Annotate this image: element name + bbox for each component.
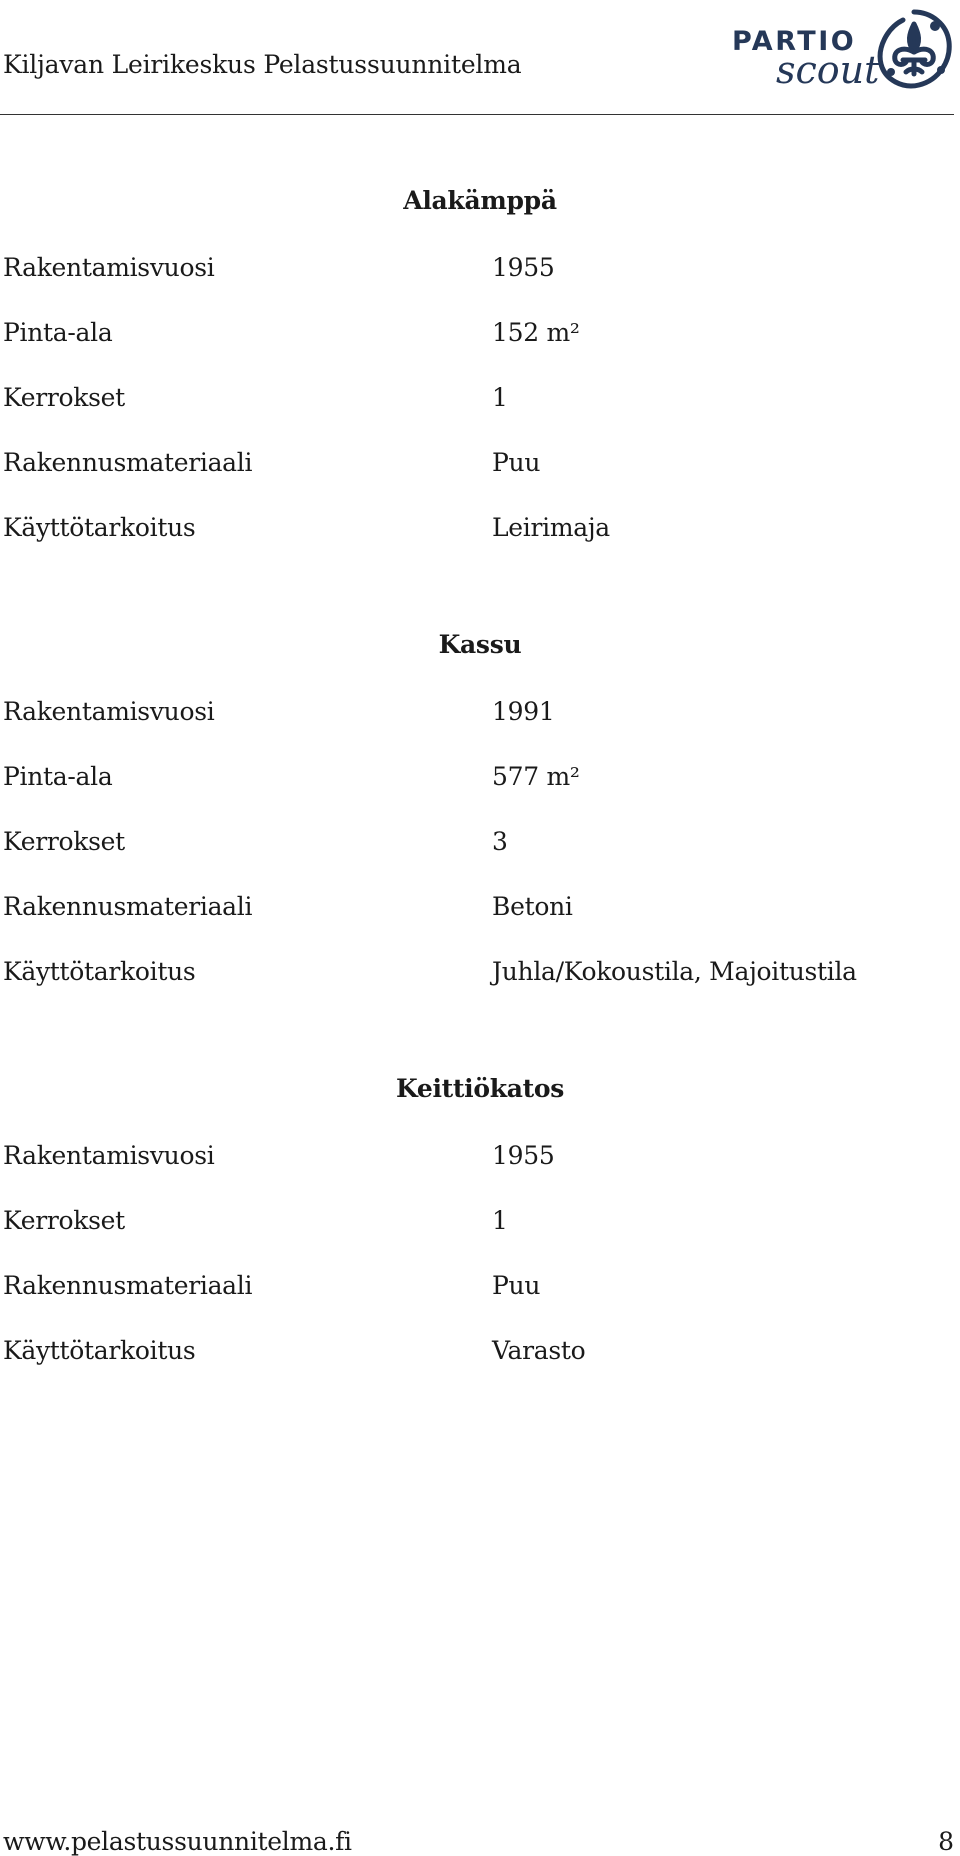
row-label: Rakennusmateriaali bbox=[3, 892, 253, 921]
row-label: Pinta-ala bbox=[3, 762, 113, 791]
row-value: 1991 bbox=[492, 697, 555, 726]
logo-text-scout: scout bbox=[776, 48, 880, 92]
info-row bbox=[0, 1206, 960, 1246]
row-value: 1955 bbox=[492, 1141, 555, 1170]
row-value: 152 m² bbox=[492, 318, 580, 347]
document-title: Kiljavan Leirikeskus Pelastussuunnitelma bbox=[3, 50, 522, 79]
info-row bbox=[0, 1141, 960, 1181]
row-label: Rakennusmateriaali bbox=[3, 448, 253, 477]
row-label: Käyttötarkoitus bbox=[3, 957, 196, 986]
info-row bbox=[0, 383, 960, 423]
row-value: Puu bbox=[492, 1271, 541, 1300]
row-value: 1955 bbox=[492, 253, 555, 282]
info-row bbox=[0, 1271, 960, 1311]
row-value: 1 bbox=[492, 383, 508, 412]
page-number: 8 bbox=[938, 1827, 954, 1856]
section-title: Kassu bbox=[438, 630, 522, 659]
page-header bbox=[0, 0, 954, 115]
row-value: Leirimaja bbox=[492, 513, 610, 542]
footer-website-link[interactable]: www.pelastussuunnitelma.fi bbox=[3, 1827, 352, 1856]
row-value: 3 bbox=[492, 827, 508, 856]
info-row bbox=[0, 762, 960, 802]
info-row bbox=[0, 253, 960, 293]
row-label: Rakentamisvuosi bbox=[3, 253, 215, 282]
logo-text-partio: PARTIO bbox=[732, 26, 857, 57]
row-value: Juhla/Kokoustila, Majoitustila bbox=[492, 957, 857, 986]
info-row bbox=[0, 1336, 960, 1376]
row-value: Puu bbox=[492, 448, 541, 477]
info-row bbox=[0, 892, 960, 932]
partio-scout-logo bbox=[728, 6, 956, 96]
row-label: Käyttötarkoitus bbox=[3, 1336, 196, 1365]
row-label: Kerrokset bbox=[3, 827, 125, 856]
section-title: Alakämppä bbox=[403, 186, 557, 215]
info-row bbox=[0, 448, 960, 488]
scout-emblem-icon bbox=[873, 6, 955, 92]
info-row bbox=[0, 318, 960, 358]
row-label: Kerrokset bbox=[3, 383, 125, 412]
info-row bbox=[0, 827, 960, 867]
row-label: Rakentamisvuosi bbox=[3, 697, 215, 726]
row-label: Rakentamisvuosi bbox=[3, 1141, 215, 1170]
info-row bbox=[0, 697, 960, 737]
row-label: Rakennusmateriaali bbox=[3, 1271, 253, 1300]
info-row bbox=[0, 957, 960, 997]
info-row bbox=[0, 513, 960, 553]
row-value: Betoni bbox=[492, 892, 573, 921]
row-value: 577 m² bbox=[492, 762, 580, 791]
row-label: Käyttötarkoitus bbox=[3, 513, 196, 542]
section-title: Keittiökatos bbox=[395, 1074, 565, 1103]
row-label: Pinta-ala bbox=[3, 318, 113, 347]
row-value: Varasto bbox=[492, 1336, 586, 1365]
row-label: Kerrokset bbox=[3, 1206, 125, 1235]
row-value: 1 bbox=[492, 1206, 508, 1235]
